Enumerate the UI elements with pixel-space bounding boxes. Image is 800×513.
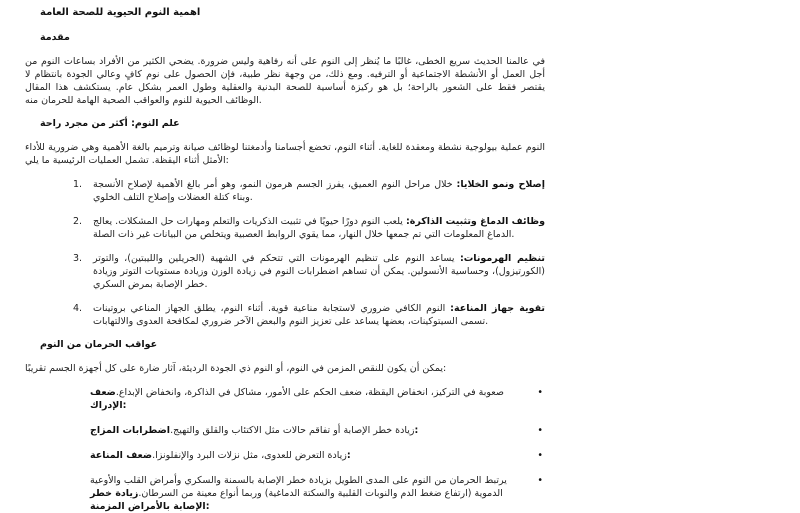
list-item xyxy=(73,252,545,291)
list-item-lead-label: تنظيم الهرمونات: xyxy=(459,253,545,264)
science-paragraph: النوم عملية بيولوجية نشطة ومعقدة للغاية. أثناء النوم، تخضع أجسامنا وأدمغتنا لوظائف صيانة وترميم بالغة الأهمية وهي ضرورية للأداء الأمثل أثناء اليقظة. تشمل العمليات الرئيسية ما يلي: xyxy=(25,142,545,166)
bullet-icon: • xyxy=(537,475,543,486)
bullet-body: زيادة خطر الإصابة أو تفاقم حالات مثل الاكتئاب والقلق والتهيج. xyxy=(170,425,415,436)
bullet-lead-label: زيادة خطر الإصابة بالأمراض المزمنة: xyxy=(90,488,210,512)
list-item-lead-label: إصلاح ونمو الخلايا: xyxy=(456,179,545,190)
bullet-item xyxy=(90,474,545,513)
list-item-text xyxy=(93,252,545,291)
intro-paragraph: في عالمنا الحديث سريع الخطى، غالبًا ما يُنظر إلى النوم على أنه رفاهية وليس ضرورة. يضحي الكثير من الأفراد بساعات النوم من أجل العمل أو الأنشطة الاجتماعية أو الترفيه. ومع ذلك، من وجهة نظر طبية، فإن الحصول على نوم كافٍ وعالي الجودة بانتظام لا يقتصر فقط على الشعور بالراحة؛ بل هو ركيزة أساسية للصحة البدنية والعقلية وطول العمر بشكل عام. يستكشف هذا المقال الوظائف الحيوية للنوم والعواقب الصحية الهامة للحرمان منه. xyxy=(25,56,545,106)
heading-sleep-science: علم النوم: أكثر من مجرد راحة xyxy=(40,118,180,129)
list-item xyxy=(73,302,545,328)
bullet-lead-label: ضعف المناعة: xyxy=(90,450,351,461)
bullet-icon: • xyxy=(537,387,543,398)
bullet-item xyxy=(90,386,545,412)
bullet-body: صعوبة في التركيز، انخفاض اليقظة، ضعف الحكم على الأمور، مشاكل في الذاكرة، وانخفاض الإبداع. xyxy=(115,387,504,398)
list-item xyxy=(73,178,545,204)
list-item-number: 2. xyxy=(73,216,83,227)
list-item-number: 3. xyxy=(73,253,83,264)
bullet-icon: • xyxy=(537,425,543,436)
list-item-number: 1. xyxy=(73,179,83,190)
list-item-lead-label: وظائف الدماغ وتثبيت الذاكرة: xyxy=(405,216,545,227)
bullet-list xyxy=(90,386,545,513)
list-item-body: يساعد النوم على تنظيم الهرمونات التي تتحكم في الشهية (الجريلين والليبتين)، والتوتر (الكورتيزول)، وحساسية الأنسولين. يمكن أن تساهم اضطرابات النوم في زيادة الوزن وزيادة مستويات التوتر وزيادة خطر الإصابة بمرض السكري. xyxy=(93,253,545,290)
list-item-body: يلعب النوم دورًا حيويًا في تثبيت الذكريات والتعلم ومهارات حل المشكلات. يعالج الدماغ المعلومات التي تم جمعها خلال النهار، مما يقوي الروابط العصبية ويتخلص من البيانات غير ذات الصلة. xyxy=(93,216,515,240)
list-item xyxy=(73,215,545,241)
bullet-body: يرتبط الحرمان من النوم على المدى الطويل بزيادة خطر الإصابة بالسمنة والسكري وأمراض القلب والأوعية الدموية (ارتفاع ضغط الدم والنوبات القلبية والسكتة الدماغية) وربما أنواع معينة من السرطان. xyxy=(90,475,507,499)
consequences-paragraph: يمكن أن يكون للنقص المزمن في النوم، أو النوم ذي الجودة الرديئة، آثار ضارة على كل أجهزة الجسم تقريبًا: xyxy=(25,363,447,374)
bullet-body: زيادة التعرض للعدوى، مثل نزلات البرد والإنفلونزا. xyxy=(152,450,347,461)
heading-introduction: مقدمة xyxy=(40,32,70,43)
bullet-icon: • xyxy=(537,450,543,461)
list-item-number: 4. xyxy=(73,303,83,314)
document-title: اهمية النوم الحيوية للصحة العامة xyxy=(40,7,201,18)
list-item-text xyxy=(93,215,545,241)
list-item-lead-label: تقوية جهاز المناعة: xyxy=(450,303,545,314)
bullet-lead-label: ضعف الإدراك: xyxy=(90,387,127,411)
list-item-text xyxy=(93,178,545,204)
numbered-list xyxy=(73,178,545,328)
heading-sleep-deprivation-consequences: عواقب الحرمان من النوم xyxy=(40,339,158,350)
bullet-item xyxy=(90,449,545,462)
list-item-body: النوم الكافي ضروري لاستجابة مناعية قوية. أثناء النوم، يطلق الجهاز المناعي بروتينات تسمى السيتوكينات، بعضها يساعد على تعزيز النوم والبعض الآخر ضروري لمكافحة العدوى والالتهابات. xyxy=(93,303,489,327)
bullet-lead-label: اضطرابات المزاج: xyxy=(90,425,419,436)
list-item-text xyxy=(93,302,545,328)
bullet-item xyxy=(90,424,545,437)
list-item-body: خلال مراحل النوم العميق، يفرز الجسم هرمون النمو، وهو أمر بالغ الأهمية لإصلاح الأنسجة وبناء كتلة العضلات وإصلاح التلف الخلوي. xyxy=(93,179,457,203)
